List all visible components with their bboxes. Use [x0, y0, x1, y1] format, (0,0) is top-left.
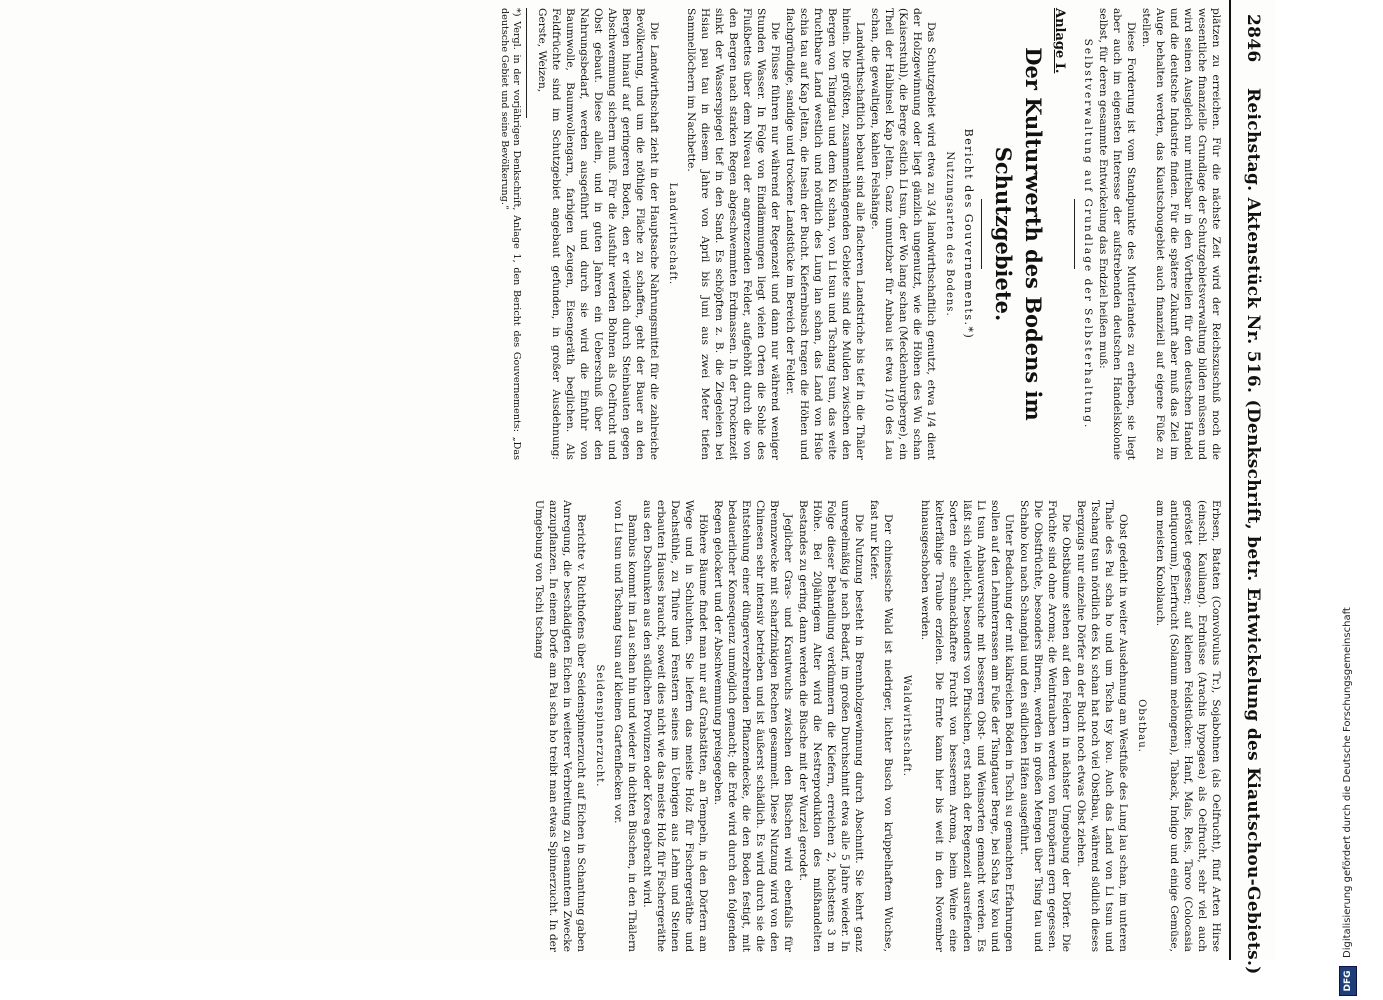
- footnote-rule: [526, 8, 527, 118]
- body-paragraph: Obst gedeiht in weiter Ausdehnung am Westfuße des Lung lau schan, im unteren Thale des Pai scha ho und um Tscha tsy kou. Auch das Land von Li tsun und Tschang tsun nördlich des Ku schan hat noch viel Obstbau, während südlich dieses Bergzugs nur einzelne Dörfer an der Bucht noch etwas Obst ziehen.: [1075, 500, 1129, 952]
- section-subheading: Obstbau.: [1136, 699, 1147, 753]
- separator-rule: [981, 199, 982, 269]
- body-paragraph: Erbsen, Bataten (Convolvulus Tr.), Sojabohnen (als Oelfrucht), fünf Arten Hirse (einschl. Kauliang). Erdnüsse (Arachis hypogaea) als Oelfrucht, sehr viel auch geröstet gegessen; auf kleinen Feldstücken: Hanf, Mais, Reis, Taroo (Colocasia antiquorum), Eierfrucht (Solanum melongena), Taback, Indigo und einige Gemüse, am meisten Knoblauch.: [1154, 500, 1222, 952]
- running-title: Reichstag. Aktenstück Nr. 516. (Denkschrift, betr. Entwickelung des Kiautschou-Gebiets.): [1243, 88, 1263, 975]
- right-column: [531, 500, 1223, 952]
- digitization-note-text: Digitalisierung gefördert durch die Deutsche Forschungsgemeinschaft: [1342, 607, 1353, 958]
- section-subheading: Waldwirthschaft.: [901, 674, 912, 777]
- body-paragraph: Die Flüsse führen nur während der Regenzeit und dann nur während weniger Stunden Wasser. In Folge von Eindämmungen liegt vielen Orten die Sohle des Flußbettes über dem Niveau der angrenzenden Felder, aufgehöht durch die von den Bergen nach starken Regen abgeschwemmten Erdmassen. In der Trockenzeit sinkt der Wasserspiegel tief in den Sand. Es schöpften z. B. die Ziegeleien bei Hsiau pau tau in diesem Jahre von April bis Juni aus zwei Meter tiefen Sammellöchern im Nachbette.: [685, 8, 781, 460]
- body-paragraph: Das Schutzgebiet wird etwa zu 3/4 landwirthschaftlich genutzt, etwa 1/4 dient der Holzgewinnung oder liegt gänzlich ungenutzt, wie die Höhen des Wu schan (Kaiserstuhl), die Berge östlich Li tsun, der Wo lang schan (Mecklenburgberge), ein Theil der Halbinsel Kap Jeltan. Ganz unnutzbar für Anbau ist etwa 1/10 des Lau schan, die gewaltigen, kahlen Felshänge.: [869, 8, 937, 460]
- body-paragraph: Bambus kommt im Lau schan hin und wieder in dichten Büschen, in den Thälern von Li tsun und Tschang tsun auf kleinen Gartenflecken vor.: [612, 500, 638, 952]
- footnote: *) Vergl. in der vorjährigen Denkschrift, Anlage 1, den Bericht des Gouvernements: „Das deutsche Gebiet und seine Bevölkerung.“: [499, 8, 522, 460]
- page-number: 2846: [1243, 14, 1263, 63]
- report-heading: Bericht des Gouvernements.*): [962, 128, 975, 340]
- section-subheading: Seidenspinnerzucht.: [594, 664, 605, 788]
- separator-rule: [1074, 199, 1075, 269]
- body-paragraph: Die Landwirthschaft zieht in der Hauptsache Nahrungsmittel für die zahlreiche Bevölkerung, und um die nöthige Fläche zu schaffen, geht der Bauer an den Bergen hinauf auf geringeren Boden, den er vielfach durch Steinbauten gegen Abschwemmung sichern muß. Für die Ausfuhr werden Bohnen als Oelfrucht und Obst gebaut. Diese allein, und in guten Jahren ein Ueberschuß über den Nahrungsbedarf, werden ausgeführt und durch sie wird die Einfuhr von Baumwolle, Baumwollengarn, farbigen Zeugen, Eisengeräth beglichen. Als Feldfrüchte sind im Schutzgebiet angebaut gefunden, in großer Ausdehnung: Gerste, Weizen,: [536, 8, 660, 460]
- body-paragraph: Berichte v. Richthofens über Seidenspinnerzucht auf Eichen in Schantung gaben Anregung, die beschädigten Eichen in weiterer Verbreitung zu genanntem Zwecke anzupflanzen. In einem Dorfe am Pai scha ho treibt man etwas Spinnerzucht. In der Umgebung von Tschi tschang: [533, 500, 587, 952]
- body-paragraph: Jeglicher Gras- und Krautwuchs zwischen den Büschen wird ebenfalls für Brennzwecke mit scharfzinkigen Rechen gesammelt. Diese Nutzung wird von den Chinesen sehr intensiv betrieben und ist äußerst schädlich. Es wird durch sie die Entstehung einer düngerverzehrenden Pflanzendecke, die den Boden festigt, mit bedauerlicher Konsequenz unmöglich gemacht; die Erde wird durch den folgenden Regen gelockert und der Abschwemmung preisgegeben.: [712, 500, 794, 952]
- dfg-logo-text: DFG: [1340, 967, 1356, 995]
- body-paragraph: Höhere Bäume findet man nur auf Grabstätten, an Tempeln, in den Dörfern am Wege und in Schluchten. Sie liefern das meiste Holz für Fischergeräthe und Dachstühle, zu Thüre und Fenstern seines im Uebrigen aus Lehm und Steinen erbauten Hauses braucht, soweit dies nicht wie das meiste Holz für Fischergeräthe aus den Dschunken aus den südlichen Provinzen oder Korea gebracht wird.: [641, 500, 709, 952]
- section-subheading: Nutzungsarten des Bodens.: [944, 151, 955, 317]
- body-paragraph: Die Obstbäume stehen auf den Feldern in nächster Umgebung der Dörfer. Die Früchte sind ohne Aroma; die Weintrauben werden von Europäern gern gegessen. Die Obstfrüchte, besonders Birnen, werden in großen Mengen über Tsing tau und Schaho kou nach Schanghai und den südlichen Häfen ausgeführt.: [1018, 500, 1072, 952]
- anlage-label: Anlage I.: [1052, 8, 1067, 74]
- intro-paragraph: Diese Forderung ist vom Standpunkte des Mutterlandes zu erheben, sie liegt aber auch im eigensten Interesse der aufstrebenden deutschen Handelskolonie selbst, für deren gesammte Entwickelung das Endziel heißen muß:: [1097, 8, 1137, 460]
- body-paragraph: Die Nutzung besteht in Brennholzgewinnung durch Abschnitt. Sie kehrt ganz unregelmäßig je nach Bedarf, im großen Durchschnitt etwa alle 5 Jahre wieder. In Folge dieser Behandlung verkümmern die Kiefern, erreichen 2, höchstens 3 m Höhe. Bei 20jährigem Alter wird die Nestreproduktion des mißhandelten Bestandes zu gering, dann werden die Büsche mit der Wurzel gerodet.: [797, 500, 865, 952]
- intro-paragraph: plätzen zu erreichen. Für die nächste Zeit wird der Reichszuschuß noch die wesentliche finanzielle Grundlage der Schutzgebietsverwaltung bilden müssen und wird seinen Ausgleich nur mittelbar in den Vortheilen für den deutschen Handel und die deutsche Industrie finden. Für die spätere Zukunft aber muß das Ziel im Auge behalten werden, das Kiautschougebiet auch finanziell auf eigene Füße zu stellen.: [1140, 8, 1222, 460]
- body-paragraph: Landwirthschaftlich bebaut sind alle flacheren Landstriche bis tief in die Thäler hinein. Die größten, zusammenhängenden Gebiete sind die Mulden zwischen den Bergen von Tsingtau und dem Ku schan, von Li tsun und Tschang tsun, das weite fruchtbare Land westlich und nördlich des Lung lan schan, das Land von Hsüe schia tau auf Kap Jeltan, die Inseln der Bucht. Kiefernbusch tragen die Höhen und flachgründige, sandige und trockene Landstücke im Bereich der Felder.: [784, 8, 866, 460]
- motto: Selbstverwaltung auf Grundlage der Selbsterhaltung.: [1082, 38, 1094, 430]
- body-paragraph: Der chinesische Wald ist niedriger, lichter Busch von krüppelhaftem Wuchse, fast nur Kiefer.: [868, 500, 894, 952]
- body-paragraph: Unter Bedachung der mit kalkreichen Böden in Tschi su gemachten Erfahrungen sollen auf den Lehmterrassen am Fuße der Tsingtauer Berge, bei Scha tsy kou und Li tsun Anbauversuche mit besseren Obst- und Weinsorten gemacht werden. Es läßt sich vielleicht, besonders von Pfirsichen, erst nach der Regenzeit ausreifenden Sorten eine schmackhaftere Frucht von besserem Aroma, beim Weine eine kelterfähige Traube erzielen. Die Ernte kann hier bis weit in den November hinausgeschoben werden.: [919, 500, 1015, 952]
- page-header: [1229, 0, 1275, 975]
- dfg-logo: [1339, 966, 1357, 996]
- main-title: Der Kulturwerth des Bodens im Schutzgebiete.: [991, 47, 1046, 421]
- left-column: [497, 8, 1223, 460]
- digitization-note: [1338, 18, 1358, 993]
- section-subheading: Landwirthschaft.: [667, 182, 678, 286]
